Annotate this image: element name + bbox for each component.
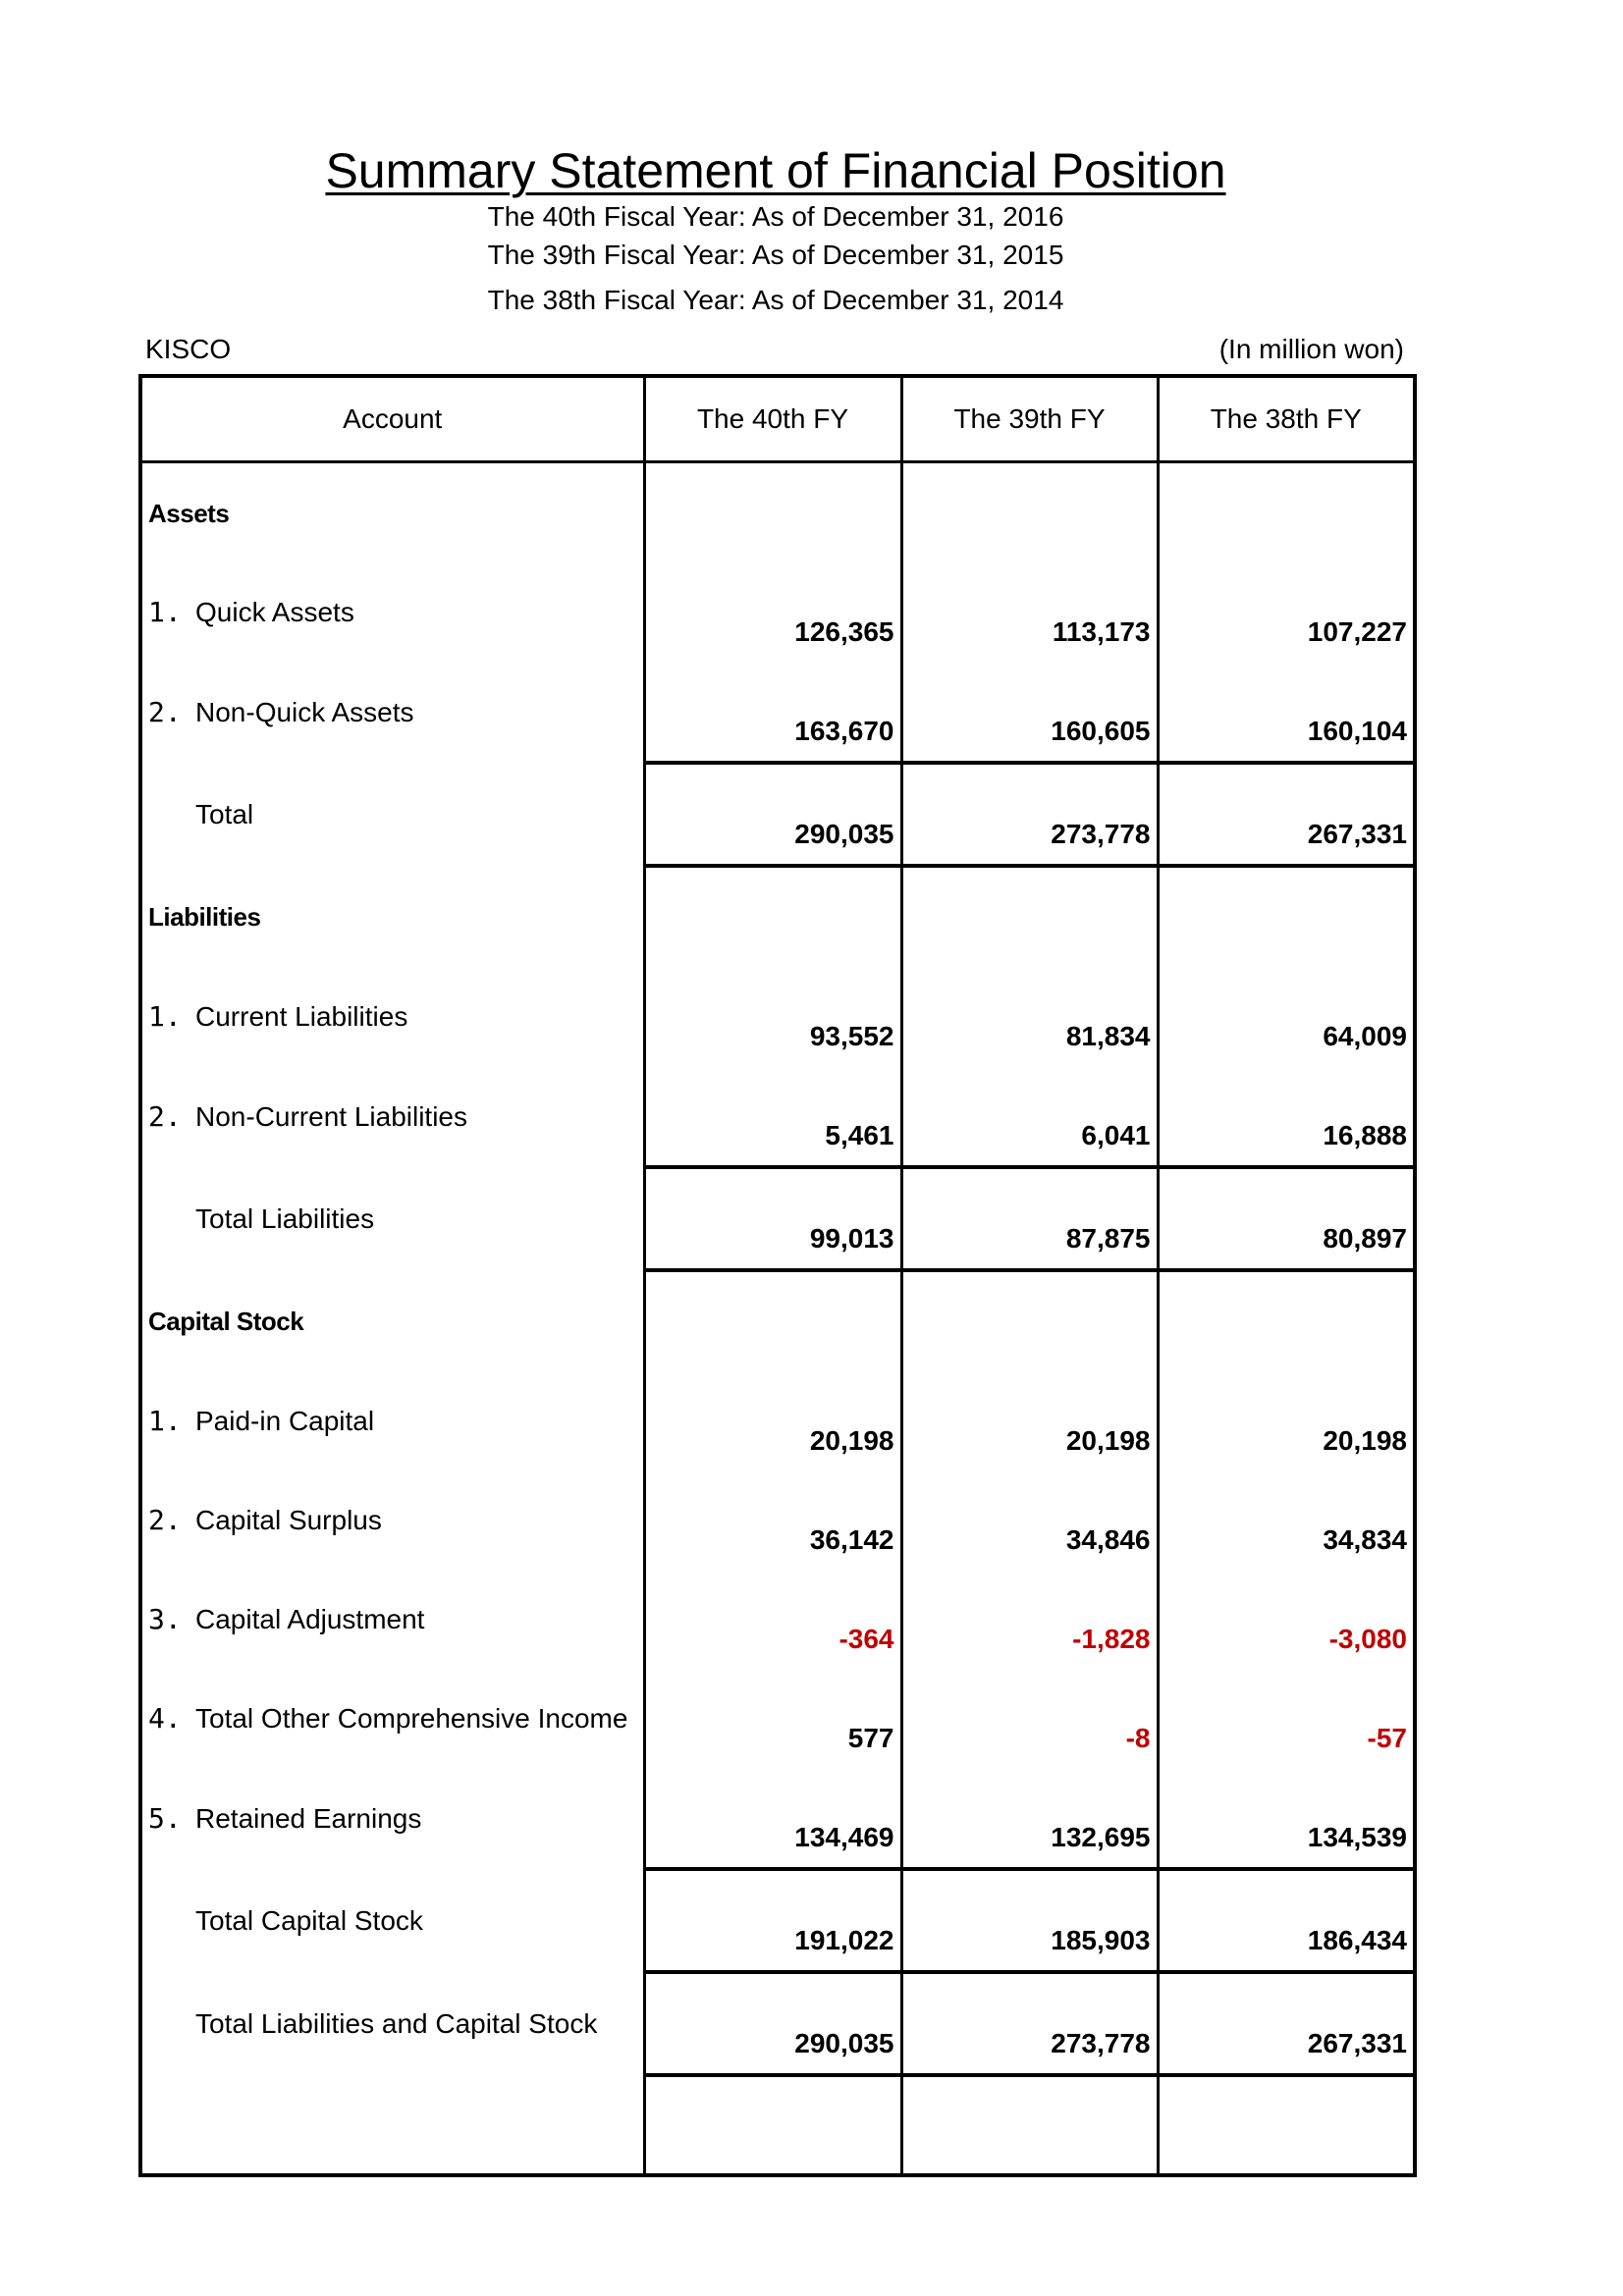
- value-fy40: 126,365: [644, 562, 901, 662]
- account-cell: [140, 662, 644, 763]
- account-cell: [140, 1167, 644, 1270]
- header-fy38: The 38th FY: [1158, 376, 1415, 462]
- total-row: [140, 763, 1415, 866]
- empty-cell: [901, 2075, 1158, 2175]
- account-cell: [140, 1768, 644, 1869]
- value-fy40: 36,142: [644, 1470, 901, 1570]
- value-fy38: 20,198: [1158, 1371, 1415, 1470]
- header-account: Account: [140, 376, 644, 462]
- section-row: [140, 866, 1415, 967]
- value-fy39: 160,605: [901, 662, 1158, 763]
- empty-cell: [140, 2075, 644, 2175]
- value-fy39: 20,198: [901, 1371, 1158, 1470]
- account-cell: [140, 1066, 644, 1167]
- value-fy39: 6,041: [901, 1066, 1158, 1167]
- total-label-total-liabilities-and-capital-stock: Total Liabilities and Capital Stock: [195, 2007, 598, 2039]
- section-row: [140, 1270, 1415, 1371]
- account-label-retained-earnings: Retained Earnings: [195, 1803, 422, 1834]
- value-fy39: 81,834: [901, 967, 1158, 1066]
- item-number: 1.: [148, 1405, 182, 1437]
- table-row: [140, 662, 1415, 763]
- table-body: [140, 462, 1415, 2176]
- value-fy39: [901, 1270, 1158, 1371]
- value-fy38: -3,080: [1158, 1570, 1415, 1669]
- header-fy40: The 40th FY: [644, 376, 901, 462]
- value-fy40: 290,035: [644, 763, 901, 866]
- item-number: 3.: [148, 1603, 182, 1635]
- account-cell: [140, 1869, 644, 1972]
- value-fy39: 113,173: [901, 562, 1158, 662]
- header-fy39: The 39th FY: [901, 376, 1158, 462]
- value-fy40: 163,670: [644, 662, 901, 763]
- section-heading-liabilities: Liabilities: [148, 901, 261, 932]
- value-fy39: 273,778: [901, 1972, 1158, 2075]
- account-label-current-liabilities: Current Liabilities: [195, 1001, 408, 1032]
- value-fy38: [1158, 1270, 1415, 1371]
- item-number: 1.: [148, 1000, 182, 1033]
- total-row: [140, 1869, 1415, 1972]
- account-label-capital-surplus: Capital Surplus: [195, 1505, 382, 1535]
- empty-cell: [1158, 2075, 1415, 2175]
- section-heading-assets: Assets: [148, 498, 230, 528]
- total-label-total-capital-stock: Total Capital Stock: [195, 1904, 423, 1936]
- section-row: [140, 462, 1415, 563]
- account-label-non-quick-assets: Non-Quick Assets: [195, 697, 414, 727]
- table-header-row: [140, 376, 1415, 462]
- total-label-total: Total: [195, 798, 254, 829]
- value-fy39: -8: [901, 1669, 1158, 1768]
- value-fy38: 160,104: [1158, 662, 1415, 763]
- account-label-total-other-comprehensive-income: Total Other Comprehensive Income: [195, 1703, 628, 1734]
- account-label-non-current-liabilities: Non-Current Liabilities: [195, 1101, 468, 1132]
- item-number: 2.: [148, 696, 182, 728]
- value-fy40: 290,035: [644, 1972, 901, 2075]
- account-label-paid-in-capital: Paid-in Capital: [195, 1406, 375, 1436]
- value-fy39: -1,828: [901, 1570, 1158, 1669]
- financial-position-table: [138, 374, 1417, 2177]
- value-fy40: 99,013: [644, 1167, 901, 1270]
- value-fy40: 20,198: [644, 1371, 901, 1470]
- value-fy40: [644, 866, 901, 967]
- empty-cell: [644, 2075, 901, 2175]
- table-row: [140, 1066, 1415, 1167]
- total-label-total-liabilities: Total Liabilities: [195, 1202, 375, 1234]
- value-fy40: -364: [644, 1570, 901, 1669]
- account-cell: [140, 1570, 644, 1669]
- value-fy38: 267,331: [1158, 763, 1415, 866]
- account-cell: [140, 1270, 644, 1371]
- value-fy38: 107,227: [1158, 562, 1415, 662]
- account-label-quick-assets: Quick Assets: [195, 597, 354, 627]
- value-fy40: 134,469: [644, 1768, 901, 1869]
- value-fy39: 185,903: [901, 1869, 1158, 1972]
- page-title: Summary Statement of Financial Position: [325, 143, 1226, 198]
- account-label-capital-adjustment: Capital Adjustment: [195, 1604, 425, 1634]
- item-number: 1.: [148, 596, 182, 628]
- item-number: 5.: [148, 1802, 182, 1835]
- table-row: [140, 1768, 1415, 1869]
- value-fy39: 87,875: [901, 1167, 1158, 1270]
- total-row: [140, 1167, 1415, 1270]
- value-fy40: 577: [644, 1669, 901, 1768]
- company-name: KISCO: [145, 334, 232, 364]
- value-fy38: 16,888: [1158, 1066, 1415, 1167]
- account-cell: [140, 967, 644, 1066]
- account-cell: [140, 1470, 644, 1570]
- value-fy38: 186,434: [1158, 1869, 1415, 1972]
- fiscal-year-38: The 38th Fiscal Year: As of December 31, 2014: [487, 285, 1064, 315]
- value-fy39: [901, 462, 1158, 563]
- item-number: 2.: [148, 1100, 182, 1133]
- account-cell: [140, 866, 644, 967]
- fiscal-year-40: The 40th Fiscal Year: As of December 31, 2016: [487, 201, 1064, 232]
- table-row: [140, 1669, 1415, 1768]
- account-cell: [140, 1669, 644, 1768]
- account-cell: [140, 562, 644, 662]
- value-fy40: 93,552: [644, 967, 901, 1066]
- value-fy38: 134,539: [1158, 1768, 1415, 1869]
- value-fy40: [644, 462, 901, 563]
- value-fy39: [901, 866, 1158, 967]
- item-number: 2.: [148, 1504, 182, 1536]
- value-fy38: 64,009: [1158, 967, 1415, 1066]
- value-fy38: [1158, 462, 1415, 563]
- empty-row: [140, 2075, 1415, 2175]
- value-fy38: -57: [1158, 1669, 1415, 1768]
- value-fy39: 34,846: [901, 1470, 1158, 1570]
- value-fy40: [644, 1270, 901, 1371]
- table-row: [140, 1371, 1415, 1470]
- account-cell: [140, 1371, 644, 1470]
- table-row: [140, 1470, 1415, 1570]
- table-row: [140, 967, 1415, 1066]
- account-cell: [140, 462, 644, 563]
- value-fy39: 273,778: [901, 763, 1158, 866]
- item-number: 4.: [148, 1702, 182, 1735]
- value-fy38: 267,331: [1158, 1972, 1415, 2075]
- account-cell: [140, 1972, 644, 2075]
- account-cell: [140, 763, 644, 866]
- value-fy38: 34,834: [1158, 1470, 1415, 1570]
- value-fy38: [1158, 866, 1415, 967]
- value-fy40: 191,022: [644, 1869, 901, 1972]
- table-row: [140, 562, 1415, 662]
- unit-label: (In million won): [1218, 334, 1404, 364]
- value-fy39: 132,695: [901, 1768, 1158, 1869]
- value-fy38: 80,897: [1158, 1167, 1415, 1270]
- fiscal-year-39: The 39th Fiscal Year: As of December 31, 2015: [487, 240, 1064, 270]
- table-row: [140, 1570, 1415, 1669]
- section-heading-capital-stock: Capital Stock: [148, 1306, 304, 1336]
- total-row: [140, 1972, 1415, 2075]
- value-fy40: 5,461: [644, 1066, 901, 1167]
